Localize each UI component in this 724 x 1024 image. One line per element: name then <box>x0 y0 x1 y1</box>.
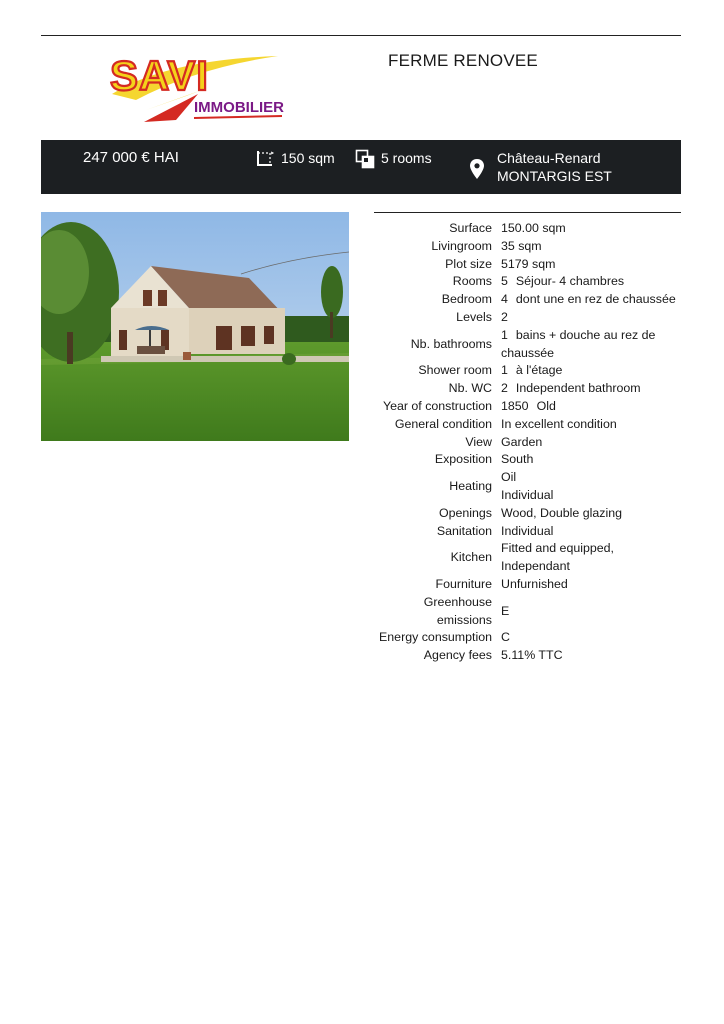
spec-value: 35 sqm <box>501 238 542 253</box>
spec-label: Nb. bathrooms <box>410 336 492 351</box>
spec-value: 5 <box>501 274 508 289</box>
top-divider <box>41 35 681 36</box>
spec-note: Séjour- 4 chambres <box>515 274 625 289</box>
spec-label: Levels <box>456 309 492 324</box>
logo-wordmark: SAVI <box>110 52 209 99</box>
spec-row-furniture <box>374 576 681 594</box>
property-specs-table <box>374 220 681 665</box>
spec-row-shower-room <box>374 362 681 380</box>
spec-label: Openings <box>438 505 492 520</box>
rooms-icon <box>355 149 375 169</box>
spec-value: Unfurnished <box>501 576 568 591</box>
spec-note: bains + douche au rez de <box>515 327 656 342</box>
spec-value-continued: Individual <box>501 487 554 502</box>
spec-value: Individual <box>501 523 554 538</box>
spec-label: Fourniture <box>435 576 492 591</box>
spec-value: 4 <box>501 292 508 307</box>
spec-row-livingroom <box>374 238 681 256</box>
spec-label: Agency fees <box>423 648 492 663</box>
spec-note: Independent bathroom <box>515 381 641 396</box>
spec-label: Plot size <box>445 256 492 271</box>
spec-label-continued: emissions <box>436 612 492 627</box>
spec-row-wc <box>374 380 681 398</box>
summary-bar <box>41 140 681 194</box>
spec-value: Garden <box>501 434 543 449</box>
spec-row-exposition <box>374 451 681 469</box>
spec-value: Wood, Double glazing <box>501 505 623 520</box>
spec-row-rooms <box>374 273 681 291</box>
spec-value: C <box>501 630 510 645</box>
spec-value: Fitted and equipped, <box>501 541 614 556</box>
spec-row-bathrooms <box>374 327 681 363</box>
spec-label: View <box>465 434 492 449</box>
location-line1: Château-Renard <box>497 150 601 166</box>
spec-row-energy <box>374 629 681 647</box>
spec-row-levels <box>374 309 681 327</box>
logo-subtitle: IMMOBILIER <box>194 99 284 116</box>
spec-label: Livingroom <box>431 238 492 253</box>
spec-label: Shower room <box>418 363 492 378</box>
spec-row-plot-size <box>374 256 681 274</box>
spec-row-view <box>374 434 681 452</box>
spec-row-openings <box>374 505 681 523</box>
spec-label: Bedroom <box>441 292 492 307</box>
spec-value-continued: Independant <box>501 559 570 574</box>
price: 247 000 € HAI <box>83 149 179 166</box>
agency-logo <box>106 50 286 126</box>
listing-title: FERME RENOVEE <box>388 51 538 70</box>
spec-label: Greenhouse <box>423 594 492 609</box>
spec-value: 2 <box>501 381 508 396</box>
spec-label: Sanitation <box>436 523 492 538</box>
spec-label: Energy consumption <box>379 630 492 645</box>
spec-value: 1850 <box>501 398 529 413</box>
spec-label: Nb. WC <box>448 381 492 396</box>
spec-row-condition <box>374 416 681 434</box>
spec-row-sanitation <box>374 523 681 541</box>
area-icon <box>255 149 275 169</box>
spec-label: Year of construction <box>382 398 492 413</box>
rooms-value: 5 rooms <box>381 150 432 166</box>
spec-label: Surface <box>449 221 492 235</box>
spec-row-agency-fees <box>374 647 681 665</box>
spec-note-continued: chaussée <box>501 345 555 360</box>
spec-row-heating <box>374 469 681 505</box>
spec-label: Kitchen <box>450 550 492 565</box>
spec-value: 1 <box>501 363 508 378</box>
spec-label: Heating <box>449 479 492 494</box>
spec-label: Exposition <box>434 452 492 467</box>
property-photo[interactable] <box>41 212 349 441</box>
spec-label: General condition <box>394 416 492 431</box>
spec-value: 1 <box>501 327 508 342</box>
map-pin-icon <box>469 158 485 180</box>
spec-value: 150.00 sqm <box>501 221 566 235</box>
spec-label: Rooms <box>452 274 492 289</box>
spec-value: In excellent condition <box>501 416 617 431</box>
spec-value: E <box>501 603 510 618</box>
spec-row-greenhouse <box>374 594 681 630</box>
spec-row-surface <box>374 220 681 238</box>
spec-note: Old <box>536 398 556 413</box>
location-line2: MONTARGIS EST <box>497 168 612 184</box>
spec-value: South <box>501 452 534 467</box>
spec-row-year <box>374 398 681 416</box>
spec-note: à l'étage <box>515 363 563 378</box>
spec-value: Oil <box>501 470 517 485</box>
spec-value: 5179 sqm <box>501 256 556 271</box>
spec-row-bedroom <box>374 291 681 309</box>
spec-value: 5.11% TTC <box>501 648 563 663</box>
spec-value: 2 <box>501 309 508 324</box>
spec-note: dont une en rez de chaussée <box>515 292 676 307</box>
spec-row-kitchen <box>374 540 681 576</box>
specs-divider <box>374 212 681 213</box>
surface-value: 150 sqm <box>281 150 335 166</box>
